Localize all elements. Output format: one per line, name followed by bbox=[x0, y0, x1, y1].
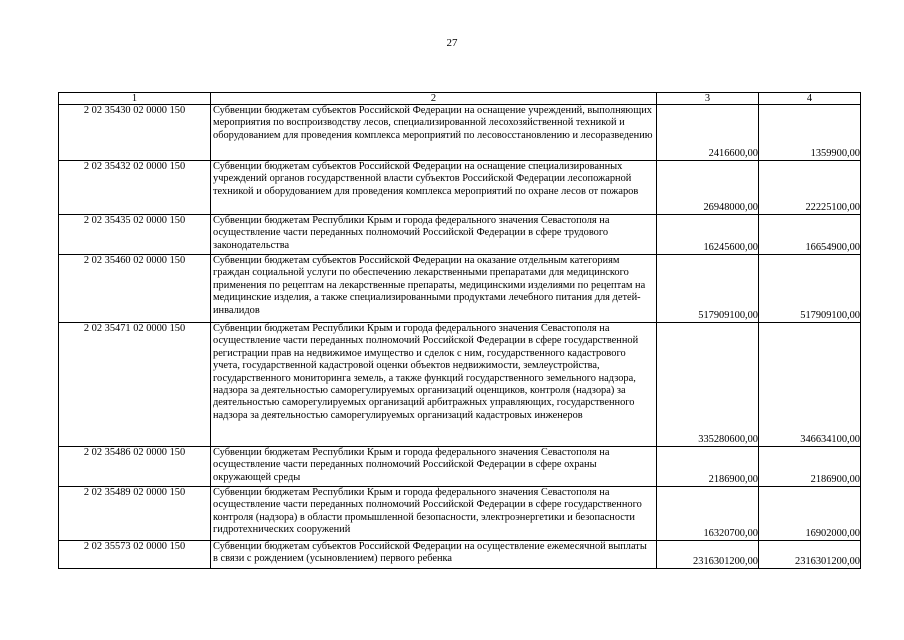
budget-code: 2 02 35430 02 0000 150 bbox=[59, 105, 211, 161]
table-header-row bbox=[59, 93, 861, 105]
amount-col3: 335280600,00 bbox=[657, 323, 759, 447]
description: Субвенции бюджетам Республики Крым и города федерального значения Севастополя на осуществление части переданных полномочий Российской Федерации в сфере трудового законодательства bbox=[211, 215, 657, 255]
table-row bbox=[59, 487, 861, 541]
description: Субвенции бюджетам Республики Крым и города федерального значения Севастополя на осуществление части переданных полномочий Российской Федерации в сфере охраны окружающей среды bbox=[211, 447, 657, 487]
amount-col3: 2416600,00 bbox=[657, 105, 759, 161]
description: Субвенции бюджетам Республики Крым и города федерального значения Севастополя на осуществление части переданных полномочий Российской Федерации в сфере государственного контроля (надзора) в области промышленной безопасности, электроэнергетики и безопасности гидротехнических сооружений bbox=[211, 487, 657, 541]
budget-code: 2 02 35471 02 0000 150 bbox=[59, 323, 211, 447]
budget-code: 2 02 35435 02 0000 150 bbox=[59, 215, 211, 255]
amount-col4: 16902000,00 bbox=[759, 487, 861, 541]
amount-col4: 16654900,00 bbox=[759, 215, 861, 255]
amount-col4: 346634100,00 bbox=[759, 323, 861, 447]
column-header-1: 1 bbox=[59, 93, 211, 105]
description: Субвенции бюджетам субъектов Российской Федерации на осуществление ежемесячной выплаты в связи с рождением (усыновлением) первого ребенка bbox=[211, 541, 657, 569]
amount-col3: 2186900,00 bbox=[657, 447, 759, 487]
table-row bbox=[59, 541, 861, 569]
amount-col4: 517909100,00 bbox=[759, 255, 861, 323]
table-row bbox=[59, 215, 861, 255]
description: Субвенции бюджетам субъектов Российской Федерации на оснащение учреждений, выполняющих мероприятия по воспроизводству лесов, специализированной лесохозяйственной техникой и оборудованием для проведения комплекса мероприятий по лесовосстановлению и лесоразведению bbox=[211, 105, 657, 161]
amount-col3: 517909100,00 bbox=[657, 255, 759, 323]
column-header-3: 3 bbox=[657, 93, 759, 105]
amount-col3: 26948000,00 bbox=[657, 161, 759, 215]
table-row bbox=[59, 447, 861, 487]
amount-col3: 16245600,00 bbox=[657, 215, 759, 255]
budget-code: 2 02 35486 02 0000 150 bbox=[59, 447, 211, 487]
budget-table bbox=[58, 92, 861, 569]
description: Субвенции бюджетам Республики Крым и города федерального значения Севастополя на осуществление части переданных полномочий Российской Федерации в сфере государственной регистрации прав на недвижимое имущество и сделок с ним, государственного кадастрового учета, государственной кадастровой оценки объектов недвижимости, землеустройства, государственного мониторинга земель, а также функций государственного земельного надзора, надзора за деятельностью саморегулируемых организаций оценщиков, контроля (надзора) за деятельностью саморегулируемых организаций арбитражных управляющих, государственного надзора за деятельностью саморегулируемых организаций кадастровых инженеров bbox=[211, 323, 657, 447]
budget-code: 2 02 35573 02 0000 150 bbox=[59, 541, 211, 569]
table-row bbox=[59, 255, 861, 323]
table-row bbox=[59, 323, 861, 447]
description: Субвенции бюджетам субъектов Российской Федерации на оснащение специализированных учреждений органов государственной власти субъектов Российской Федерации лесопожарной техникой и оборудованием для проведения комплекса мероприятий по охране лесов от пожаров bbox=[211, 161, 657, 215]
amount-col3: 16320700,00 bbox=[657, 487, 759, 541]
budget-code: 2 02 35432 02 0000 150 bbox=[59, 161, 211, 215]
amount-col3: 2316301200,00 bbox=[657, 541, 759, 569]
column-header-2: 2 bbox=[211, 93, 657, 105]
amount-col4: 22225100,00 bbox=[759, 161, 861, 215]
amount-col4: 2186900,00 bbox=[759, 447, 861, 487]
table-row bbox=[59, 161, 861, 215]
amount-col4: 2316301200,00 bbox=[759, 541, 861, 569]
amount-col4: 1359900,00 bbox=[759, 105, 861, 161]
column-header-4: 4 bbox=[759, 93, 861, 105]
page-number: 27 bbox=[446, 37, 458, 49]
budget-code: 2 02 35489 02 0000 150 bbox=[59, 487, 211, 541]
table-row bbox=[59, 105, 861, 161]
budget-code: 2 02 35460 02 0000 150 bbox=[59, 255, 211, 323]
description: Субвенции бюджетам субъектов Российской Федерации на оказание отдельным категориям граждан социальной услуги по обеспечению лекарственными препаратами для медицинского применения по рецептам на лекарственные препараты, медицинскими изделиями по рецептам на медицинские изделия, а также специализированными продуктами лечебного питания для детей-инвалидов bbox=[211, 255, 657, 323]
